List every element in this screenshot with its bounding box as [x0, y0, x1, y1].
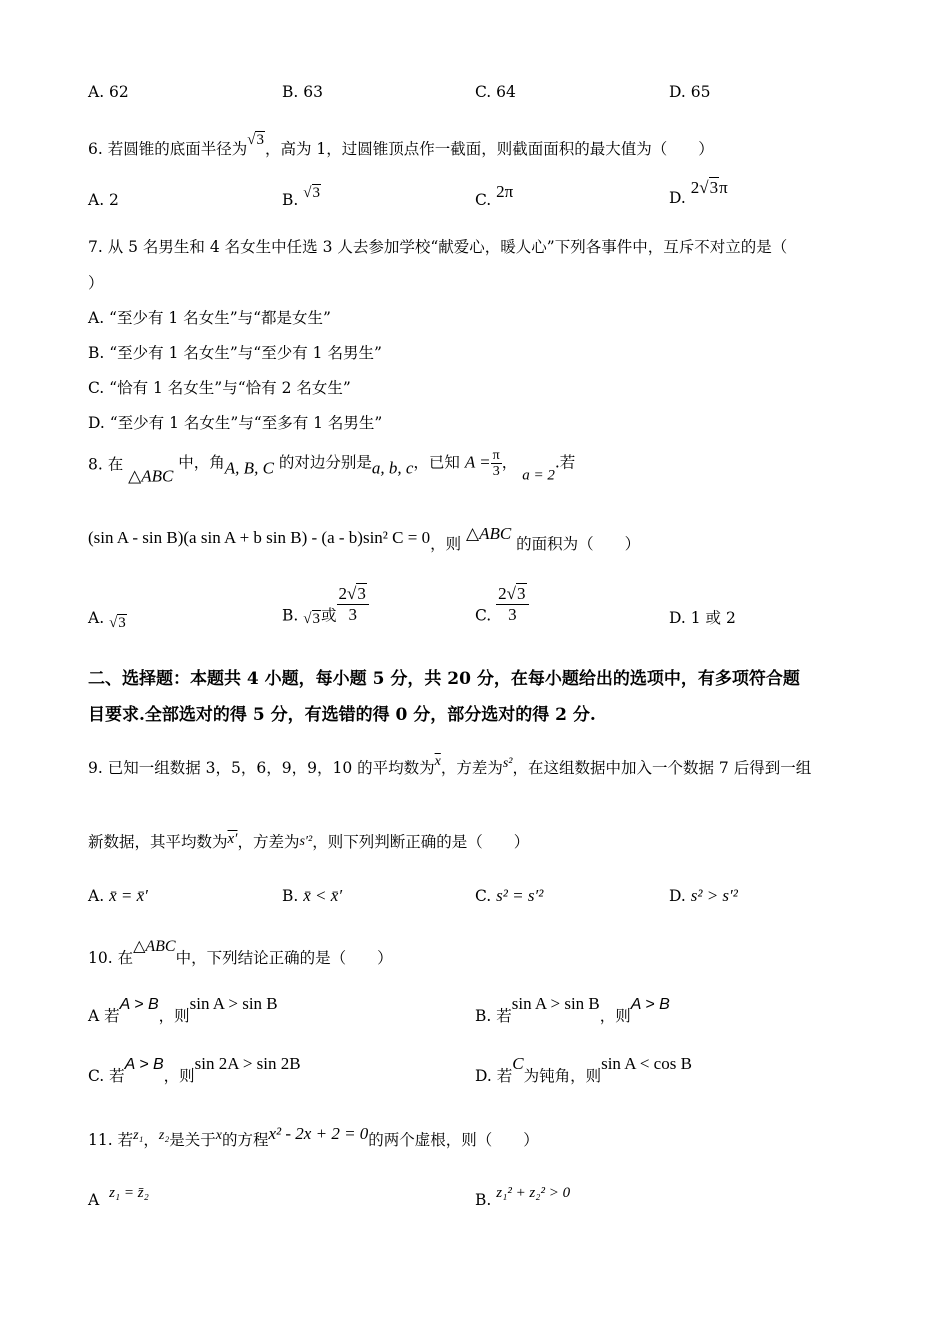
q8-stem: 8. 在 △ABC 中，角A, B, C 的对边分别是a, b, c，已知 A = $\frac{\pi}{3}$ ， a = 2.若: [88, 448, 576, 486]
q6-option-a: A. 2: [88, 191, 119, 209]
q11-option-a: A z₁ = z̄₂: [88, 1185, 149, 1209]
q9-option-d: D. s² > s′²: [669, 886, 738, 905]
q6-option-c: C. 2π: [475, 182, 514, 209]
section-2-heading-line2: 目要求.全部选对的得 5 分，有选错的得 0 分，部分选对的得 2 分.: [88, 705, 596, 725]
q9-option-b: B. x̄ < x̄′: [282, 886, 343, 905]
q5-option-c: C. 64: [475, 83, 516, 101]
q7-option-b: B. “至少有 1 名女生”与“至少有 1 名男生”: [88, 344, 382, 362]
q7-stem: 7. 从 5 名男生和 4 名女生中任选 3 人去参加学校“献爱心，暖人心”下列各事件中，互斥不对立的是（: [88, 238, 788, 256]
q9-stem-cont: 新数据，其平均数为x′，方差为s′²，则下列判断正确的是（ ）: [88, 831, 530, 851]
q8-option-c: C. $\frac{2√3}{3}$: [475, 584, 529, 634]
q5-option-a: A. 62: [88, 83, 129, 101]
q11-option-b: B. z₁² + z₂² > 0: [475, 1185, 571, 1209]
q7-option-a: A. “至少有 1 名女生”与“都是女生”: [88, 309, 331, 327]
q11-stem: 11. 若z₁，z₂是关于x的方程x² - 2x + 2 = 0的两个虚根，则（ ）: [88, 1124, 539, 1149]
q5-option-b: B. 63: [282, 83, 323, 101]
q7-option-d: D. “至少有 1 名女生”与“至多有 1 名男生”: [88, 414, 383, 432]
q7-option-c: C. “恰有 1 名女生”与“恰有 2 名女生”: [88, 379, 351, 397]
q9-option-c: C. s² = s′²: [475, 886, 544, 905]
q8-option-a: A. √3: [88, 609, 126, 631]
q6-option-b: B. √3: [282, 185, 320, 209]
q5-option-d: D. 65: [669, 83, 711, 101]
q8-equation: (sin A - sin B)(a sin A + b sin B) - (a - b)sin² C = 0，则 △ABC 的面积为（ ）: [88, 524, 641, 553]
q9-option-a: A. x̄ = x̄′: [88, 886, 148, 905]
q10-stem: 10. 在△ABC中，下列结论正确的是（ ）: [88, 938, 393, 967]
q10-option-c: C. 若A > B，则sin 2A > sin 2B: [88, 1054, 301, 1085]
section-2-heading-line1: 二、选择题：本题共 4 小题，每小题 5 分，共 20 分，在每小题给出的选项中，有多项符合题: [88, 669, 800, 689]
q9-stem: 9. 已知一组数据 3，5，6，9，9，10 的平均数为$\overline{x}$，方差为s²，在这组数据中加入一个数据 7 后得到一组: [88, 754, 812, 777]
q10-option-d: D. 若C为钝角，则sin A < cos B: [475, 1054, 692, 1085]
q7-stem-cont: ）: [88, 274, 104, 292]
q8-option-d: D. 1 或 2: [669, 609, 736, 627]
q6-stem: 6. 若圆锥的底面半径为√3，高为 1，过圆锥顶点作一截面，则截面面积的最大值为（ ）: [88, 132, 714, 158]
q8-option-b: B. √3或 $\frac{2√3}{3}$: [282, 584, 369, 634]
q10-option-a: A 若A > B，则sin A > sin B: [88, 994, 278, 1025]
q6-option-d: D. 2√3π: [669, 178, 728, 207]
q10-option-b: B. 若sin A > sin B，则A > B: [475, 994, 670, 1025]
